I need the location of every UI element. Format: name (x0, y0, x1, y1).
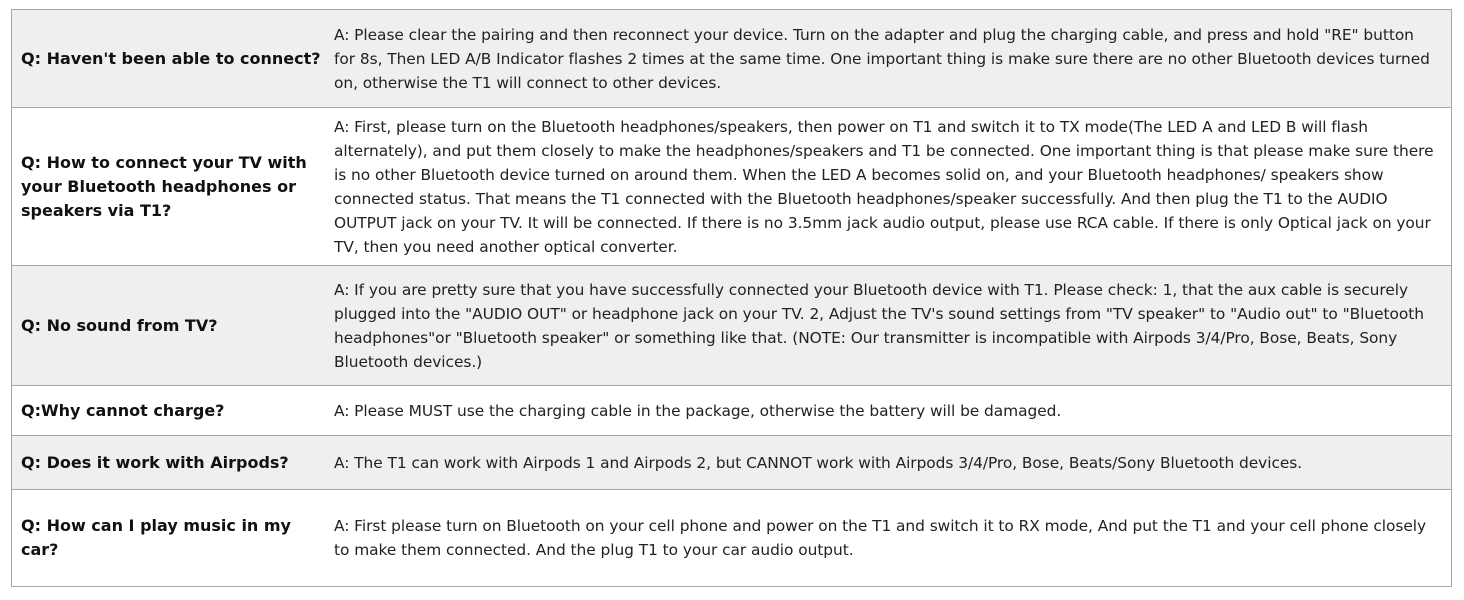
faq-answer: A: First please turn on Bluetooth on your cell phone and power on the T1 and switch it to RX mode, And put the T1 and your cell phone closely to make them connected. And the plug T1 to your car audio output. (334, 517, 1427, 559)
faq-row (12, 10, 1451, 108)
faq-question: Q: No sound from TV? (21, 315, 218, 335)
faq-answer: A: Please MUST use the charging cable in the package, otherwise the battery will be damaged. (334, 401, 1062, 420)
faq-row (12, 436, 1451, 490)
faq-answer: A: First, please turn on the Bluetooth headphones/speakers, then power on T1 and switch it to TX mode(The LED A and LED B will flash alternately), and put them closely to make the headphones/speakers and T1 be connected. One important thing is that please make sure there is no other Bluetooth device turned on around them. When the LED A becomes solid on, and your Bluetooth headphones/ speakers show connected status. That means the T1 connected with the Bluetooth headphones/speaker successfully. And then plug the T1 to the AUDIO OUTPUT jack on your TV. It will be connected. If there is no 3.5mm jack audio output, please use RCA cable. If there is only Optical jack on your TV, then you need another optical converter. (334, 117, 1434, 256)
faq-row (12, 266, 1451, 386)
faq-question: Q: Haven't been able to connect? (21, 48, 321, 68)
faq-row (12, 386, 1451, 436)
faq-question: Q:Why cannot charge? (21, 400, 225, 420)
faq-answer: A: If you are pretty sure that you have successfully connected your Bluetooth device with T1. Please check: 1, that the aux cable is securely plugged into the "AUDIO OUT" or headphone jack on your TV. 2, Adjust the TV's sound settings from "TV speaker" to "Audio out" to "Bluetooth headphones"or "Bluetooth speaker" or something like that. (NOTE: Our transmitter is incompatible with Airpods 3/4/Pro, Bose, Beats, Sony Bluetooth devices.) (334, 280, 1424, 371)
faq-question: Q: Does it work with Airpods? (21, 452, 289, 472)
faq-answer: A: Please clear the pairing and then reconnect your device. Turn on the adapter and plug the charging cable, and press and hold "RE" button for 8s, Then LED A/B Indicator flashes 2 times at the same time. One important thing is make sure there are no other Bluetooth devices turned on, otherwise the T1 will connect to other devices. (334, 25, 1430, 92)
faq-row (12, 490, 1451, 586)
faq-question: Q: How can I play music in my car? (21, 516, 291, 559)
faq-answer: A: The T1 can work with Airpods 1 and Airpods 2, but CANNOT work with Airpods 3/4/Pro, Bose, Beats/Sony Bluetooth devices. (334, 453, 1303, 472)
faq-table (11, 9, 1452, 587)
faq-row (12, 108, 1451, 266)
faq-question: Q: How to connect your TV with your Bluetooth headphones or speakers via T1? (21, 152, 307, 220)
